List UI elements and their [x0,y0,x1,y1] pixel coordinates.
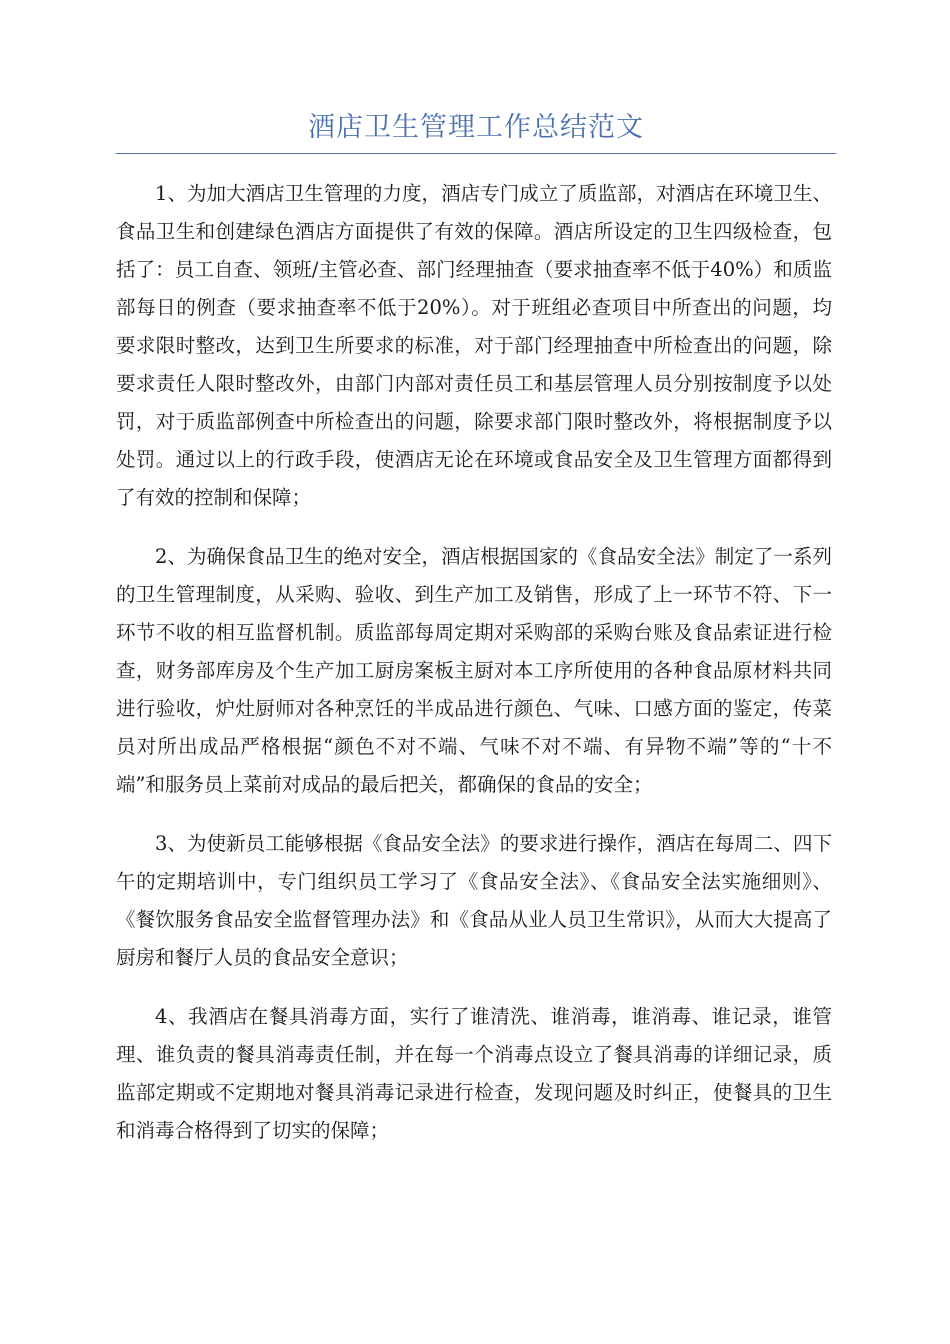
title-underline [116,153,836,154]
paragraph-1: 1、为加大酒店卫生管理的力度，酒店专门成立了质监部，对酒店在环境卫生、食品卫生和创建绿色酒店方面提供了有效的保障。酒店所设定的卫生四级检查，包括了：员工自查、领班/主管必查、部门经理抽查（要求抽查率不低于40%）和质监部每日的例查（要求抽查率不低于20%）。对于班组必查项目中所查出的问题，均要求限时整改，达到卫生所要求的标准，对于部门经理抽查中所检查出的问题，除要求责任人限时整改外，由部门内部对责任员工和基层管理人员分别按制度予以处罚，对于质监部例查中所检查出的问题，除要求部门限时整改外，将根据制度予以处罚。通过以上的行政手段，使酒店无论在环境或食品安全及卫生管理方面都得到了有效的控制和保障； [116,182,832,509]
document-title: 酒店卫生管理工作总结范文 [308,112,644,143]
paragraph-3: 3、为使新员工能够根据《食品安全法》的要求进行操作，酒店在每周二、四下午的定期培训中，专门组织员工学习了《食品安全法》、《食品安全法实施细则》、《餐饮服务食品安全监督管理办法》和《食品从业人员卫生常识》，从而大大提高了厨房和餐厅人员的食品安全意识； [116,832,832,969]
paragraph-4: 4、我酒店在餐具消毒方面，实行了谁清洗、谁消毒，谁消毒、谁记录，谁管理、谁负责的餐具消毒责任制，并在每一个消毒点设立了餐具消毒的详细记录，质监部定期或不定期地对餐具消毒记录进行检查，发现问题及时纠正，使餐具的卫生和消毒合格得到了切实的保障； [116,1005,832,1142]
paragraph-2: 2、为确保食品卫生的绝对安全，酒店根据国家的《食品安全法》制定了一系列的卫生管理制度，从采购、验收、到生产加工及销售，形成了上一环节不符、下一环节不收的相互监督机制。质监部每周定期对采购部的采购台账及食品索证进行检查，财务部库房及个生产加工厨房案板主厨对本工序所使用的各种食品原材料共同进行验收，炉灶厨师对各种烹饪的半成品进行颜色、气味、口感方面的鉴定，传菜员对所出成品严格根据“颜色不对不端、气味不对不端、有异物不端”等的“十不端”和服务员上菜前对成品的最后把关，都确保的食品的安全； [116,545,832,796]
document-body [116,175,832,1171]
